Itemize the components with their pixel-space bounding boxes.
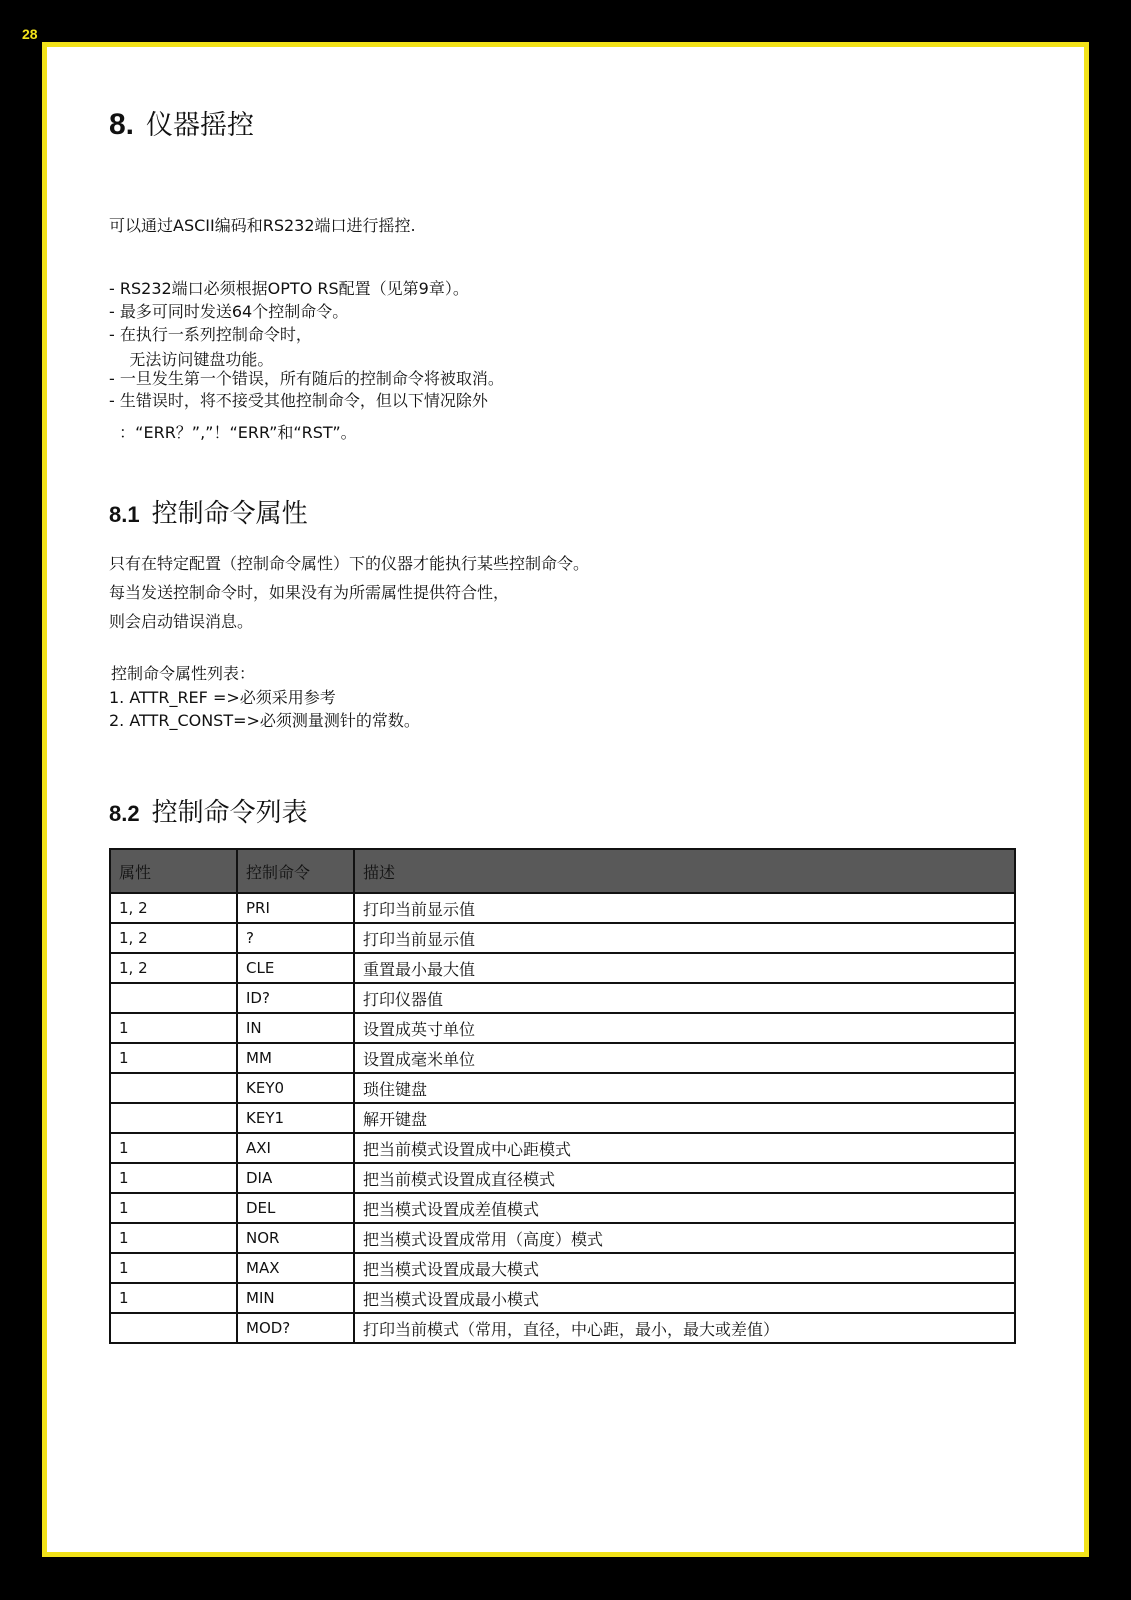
cell-command: CLE <box>237 953 354 983</box>
cell-description: 设置成英寸单位 <box>354 1013 1015 1043</box>
cell-command: MIN <box>237 1283 354 1313</box>
cell-attribute: 1 <box>110 1163 237 1193</box>
cell-command: MM <box>237 1043 354 1073</box>
note-line: ：“ERR？”,”！“ERR”和“RST”。 <box>109 423 357 442</box>
section-8-1-paragraph-line: 则会启动错误消息。 <box>109 612 254 631</box>
table-row <box>110 983 1015 1013</box>
section-8-title: 仪器摇控 <box>146 110 255 141</box>
cell-description: 把当模式设置成最大模式 <box>354 1253 1015 1283</box>
cell-command: DIA <box>237 1163 354 1193</box>
cell-description: 重置最小最大值 <box>354 953 1015 983</box>
cell-attribute: 1 <box>110 1283 237 1313</box>
attribute-list-item: 2. ATTR_CONST=>必须测量测针的常数。 <box>109 711 420 730</box>
cell-attribute <box>110 983 237 1013</box>
cell-attribute: 1, 2 <box>110 923 237 953</box>
table-row <box>110 1313 1015 1343</box>
note-line: - 在执行一系列控制命令时， <box>109 325 312 344</box>
cell-description: 解开键盘 <box>354 1103 1015 1133</box>
table-row <box>110 1253 1015 1283</box>
section-8-1-number: 8.1 <box>109 502 140 527</box>
cell-command: PRI <box>237 893 354 923</box>
cell-attribute: 1 <box>110 1043 237 1073</box>
cell-attribute: 1 <box>110 1133 237 1163</box>
cell-attribute: 1 <box>110 1253 237 1283</box>
command-table <box>109 848 1016 1344</box>
cell-command: ? <box>237 923 354 953</box>
cell-attribute <box>110 1103 237 1133</box>
table-row <box>110 1013 1015 1043</box>
cell-command: AXI <box>237 1133 354 1163</box>
header-description: 描述 <box>354 849 1015 893</box>
cell-attribute: 1, 2 <box>110 953 237 983</box>
cell-description: 打印仪器值 <box>354 983 1015 1013</box>
note-line: - RS232端口必须根据OPTO RS配置（见第9章）。 <box>109 279 469 298</box>
cell-command: KEY1 <box>237 1103 354 1133</box>
cell-command: IN <box>237 1013 354 1043</box>
table-row <box>110 923 1015 953</box>
section-8-1-paragraph-line: 每当发送控制命令时，如果没有为所需属性提供符合性， <box>109 583 510 602</box>
cell-attribute: 1 <box>110 1223 237 1253</box>
table-row <box>110 1103 1015 1133</box>
cell-description: 打印当前显示值 <box>354 923 1015 953</box>
cell-description: 把当前模式设置成中心距模式 <box>354 1133 1015 1163</box>
note-line: - 生错误时，将不接受其他控制命令，但以下情况除外 <box>109 391 488 410</box>
section-8-2-title: 控制命令列表 <box>151 798 308 828</box>
cell-attribute: 1 <box>110 1193 237 1223</box>
cell-description: 把当模式设置成常用（高度）模式 <box>354 1223 1015 1253</box>
note-line: - 最多可同时发送64个控制命令。 <box>109 302 349 321</box>
table-row <box>110 1223 1015 1253</box>
cell-command: KEY0 <box>237 1073 354 1103</box>
cell-description: 打印当前模式（常用，直径，中心距，最小，最大或差值） <box>354 1313 1015 1343</box>
table-row <box>110 1193 1015 1223</box>
document-page <box>42 42 1089 1557</box>
header-command: 控制命令 <box>237 849 354 893</box>
table-row <box>110 953 1015 983</box>
note-line: - 一旦发生第一个错误，所有随后的控制命令将被取消。 <box>109 369 504 388</box>
attribute-list-title: 控制命令属性列表： <box>111 664 256 683</box>
attribute-list-item: 1. ATTR_REF =>必须采用参考 <box>109 688 336 707</box>
section-8-1-paragraph-line: 只有在特定配置（控制命令属性）下的仪器才能执行某些控制命令。 <box>109 554 590 573</box>
cell-description: 打印当前显示值 <box>354 893 1015 923</box>
table-row <box>110 1073 1015 1103</box>
cell-attribute <box>110 1313 237 1343</box>
cell-attribute <box>110 1073 237 1103</box>
section-8-heading <box>109 103 254 142</box>
section-8-intro: 可以通过ASCII编码和RS232端口进行摇控. <box>109 216 416 235</box>
cell-description: 把当模式设置成差值模式 <box>354 1193 1015 1223</box>
cell-attribute: 1, 2 <box>110 893 237 923</box>
cell-description: 把当前模式设置成直径模式 <box>354 1163 1015 1193</box>
section-8-1-title: 控制命令属性 <box>151 499 308 529</box>
table-row <box>110 1283 1015 1313</box>
header-attribute: 属性 <box>110 849 237 893</box>
cell-command: MAX <box>237 1253 354 1283</box>
section-8-number: 8. <box>109 108 135 141</box>
section-8-2-heading <box>109 792 308 829</box>
table-row <box>110 1043 1015 1073</box>
cell-command: ID? <box>237 983 354 1013</box>
cell-description: 设置成毫米单位 <box>354 1043 1015 1073</box>
table-row <box>110 1133 1015 1163</box>
cell-description: 把当模式设置成最小模式 <box>354 1283 1015 1313</box>
cell-command: DEL <box>237 1193 354 1223</box>
page-number: 28 <box>22 26 38 42</box>
note-line: 无法访问键盘功能。 <box>109 350 274 369</box>
cell-description: 琐住键盘 <box>354 1073 1015 1103</box>
section-8-2-number: 8.2 <box>109 801 140 826</box>
table-row <box>110 893 1015 923</box>
cell-command: NOR <box>237 1223 354 1253</box>
cell-attribute: 1 <box>110 1013 237 1043</box>
section-8-1-heading <box>109 493 308 530</box>
table-row <box>110 1163 1015 1193</box>
cell-command: MOD? <box>237 1313 354 1343</box>
table-header-row <box>110 849 1015 893</box>
